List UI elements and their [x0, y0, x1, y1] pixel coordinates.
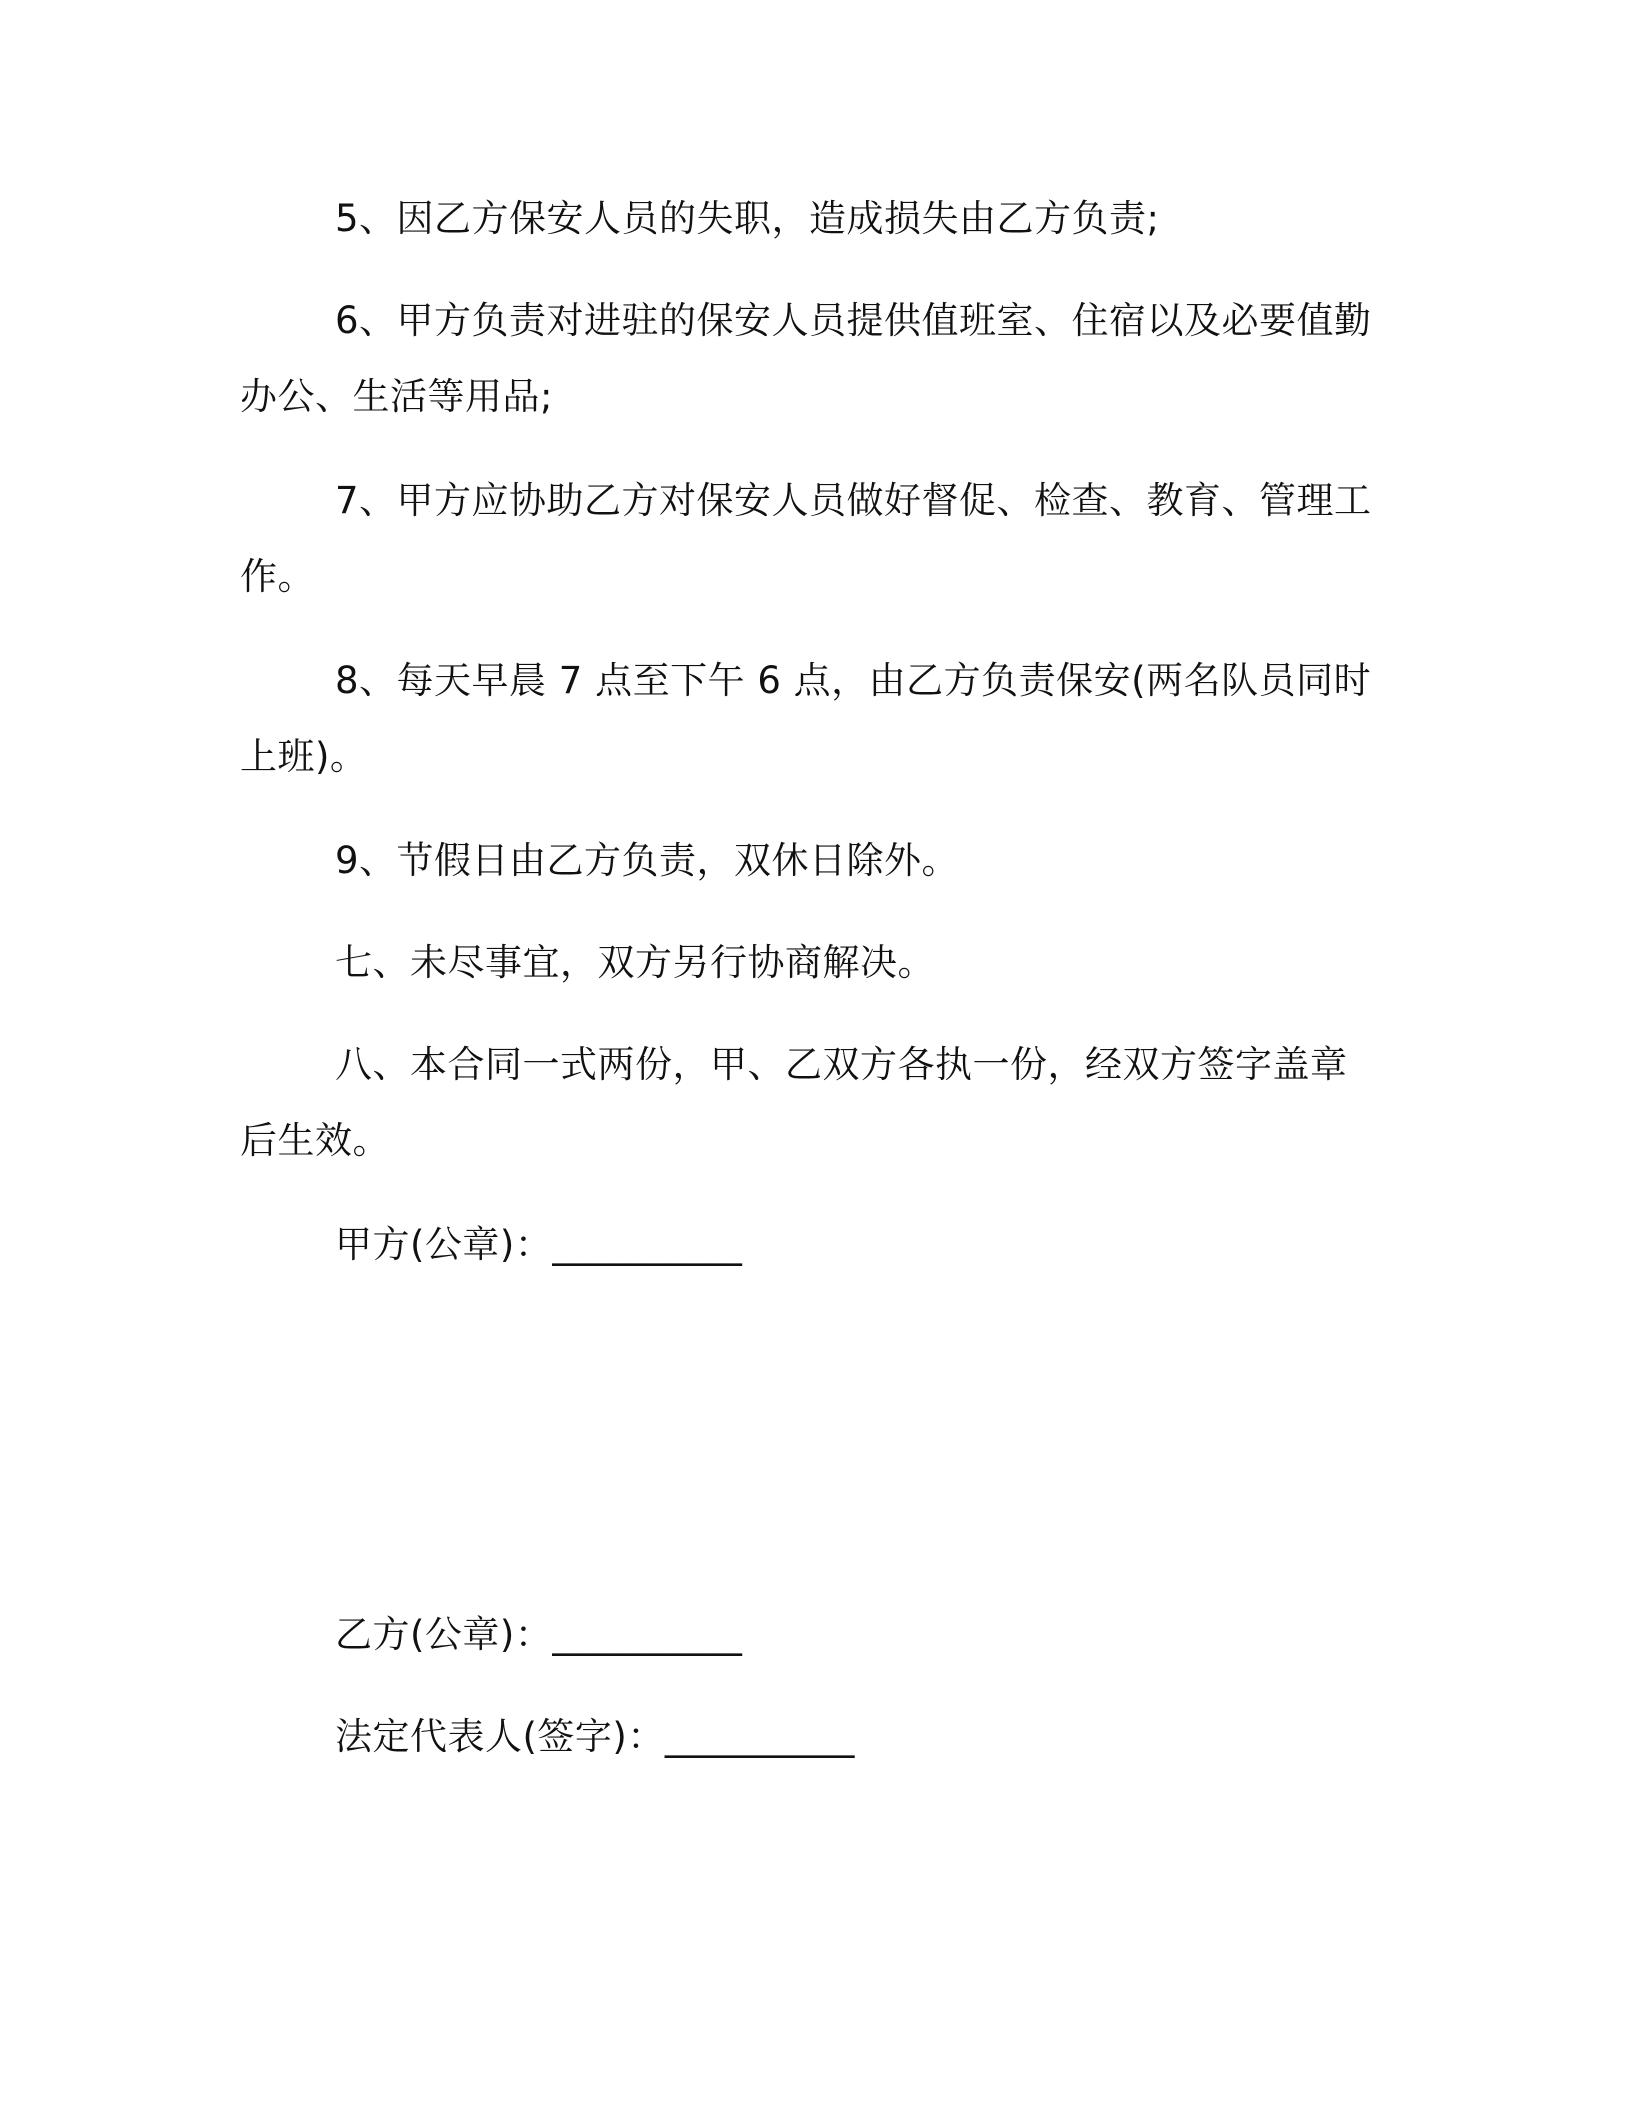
section-8: 八、本合同一式两份，甲、乙双方各执一份，经双方签字盖章后生效。: [240, 1043, 1348, 1162]
clause-8: 8、每天早晨 7 点至下午 6 点，由乙方负责保安(两名队员同时上班)。: [240, 659, 1372, 778]
clause-6: 6、甲方负责对进驻的保安人员提供值班室、住宿以及必要值勤办公、生活等用品;: [240, 299, 1372, 418]
clause-7: 7、甲方应协助乙方对保安人员做好督促、检查、教育、管理工作。: [240, 479, 1372, 598]
clause-5: 5、因乙方保安人员的失职，造成损失由乙方负责;: [335, 197, 1160, 240]
section-7: 七、未尽事宜，双方另行协商解决。: [335, 941, 935, 984]
party-a-signature-line: 甲方(公章)：__________: [335, 1223, 743, 1266]
legal-representative-signature-line: 法定代表人(签字)：__________: [335, 1715, 855, 1758]
clause-9: 9、节假日由乙方负责，双休日除外。: [335, 839, 960, 882]
party-b-signature-line: 乙方(公章)：__________: [335, 1613, 743, 1656]
